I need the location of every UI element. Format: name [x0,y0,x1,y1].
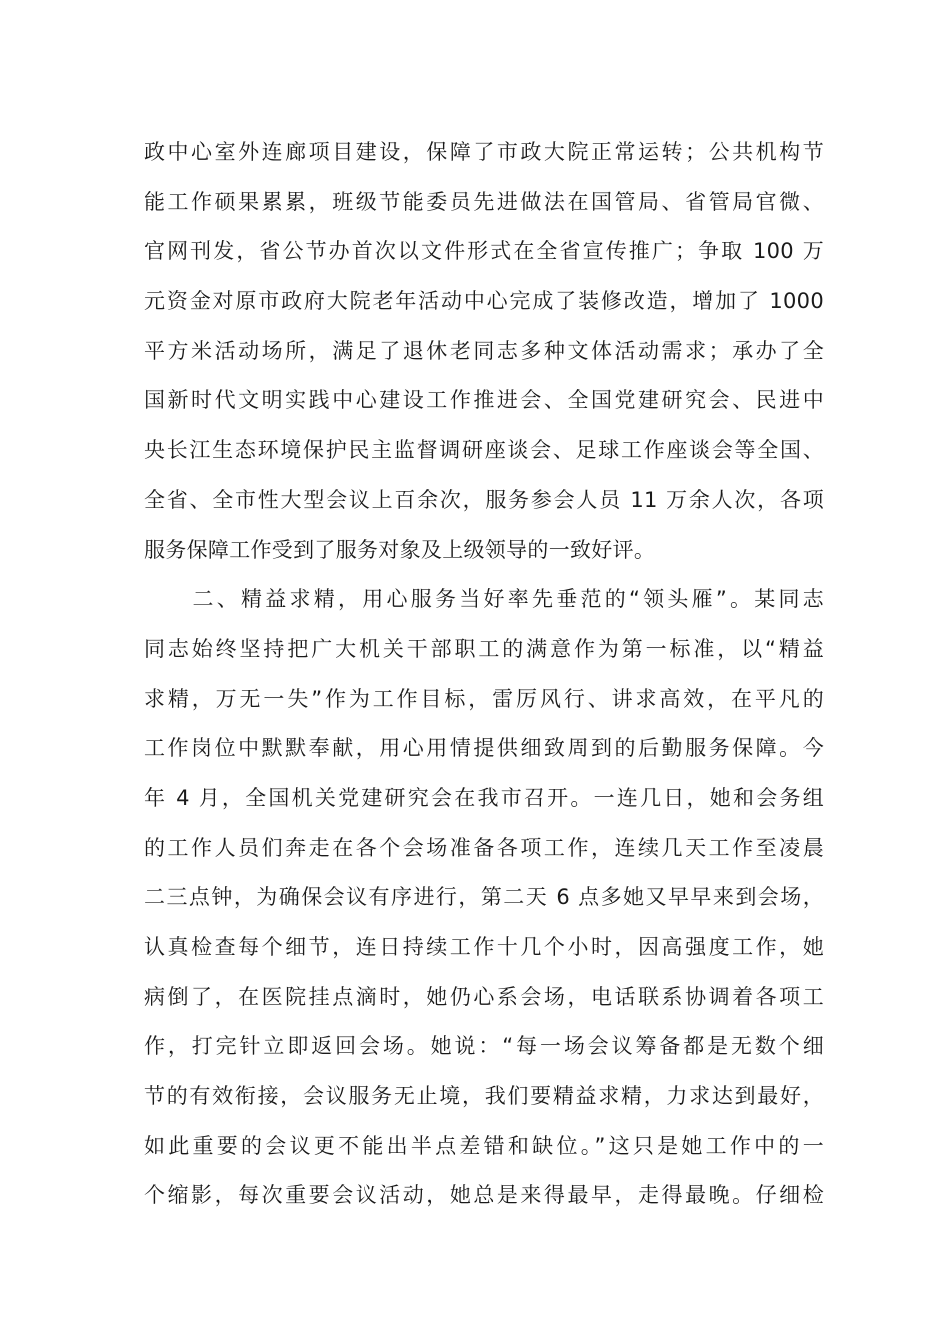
body-text [144,128,824,1221]
text-line: 同志始终坚持把广大机关干部职工的满意作为第一标准，以“精益 [144,636,824,661]
text-line: 政中心室外连廊项目建设，保障了市政大院正常运转；公共机构节 [144,140,824,164]
text-line: 平方米活动场所，满足了退休老同志多种文体活动需求；承办了全 [144,338,824,363]
text-line: 年 4 月，全国机关党建研究会在我市召开。一连几日，她和会务组 [144,785,824,810]
text-line: 央长江生态环境保护民主监督调研座谈会、足球工作座谈会等全国、 [144,438,824,463]
text-line: 病倒了，在医院挂点滴时，她仍心系会场，电话联系协调着各项工 [144,984,824,1009]
text-line: 官网刊发，省公节办首次以文件形式在全省宣传推广；争取 100 万 [144,239,824,264]
text-line: 求精，万无一失”作为工作目标，雷厉风行、讲求高效，在平凡的 [144,686,824,711]
text-line: 国新时代文明实践中心建设工作推进会、全国党建研究会、民进中 [144,388,824,413]
section-heading-line: 二、精益求精，用心服务当好率先垂范的“领头雁”。某同志 [144,587,824,612]
paragraph-end-line: 服务保障工作受到了服务对象及上级领导的一致好评。 [144,537,656,562]
text-line: 节的有效衔接，会议服务无止境，我们要精益求精，力求达到最好， [144,1084,824,1109]
text-line: 的工作人员们奔走在各个会场准备各项工作，连续几天工作至凌晨 [144,835,824,860]
text-line: 能工作硕果累累，班级节能委员先进做法在国管局、省管局官微、 [144,189,824,214]
text-line: 工作岗位中默默奉献，用心用情提供细致周到的后勤服务保障。今 [144,736,824,761]
text-line: 如此重要的会议更不能出半点差错和缺位。”这只是她工作中的一 [144,1133,824,1158]
text-line: 二三点钟，为确保会议有序进行，第二天 6 点多她又早早来到会场， [144,885,824,910]
text-line: 元资金对原市政府大院老年活动中心完成了装修改造，增加了 1000 [144,289,824,314]
text-line: 个缩影，每次重要会议活动，她总是来得最早，走得最晚。仔细检 [144,1183,824,1208]
text-line: 认真检查每个细节，连日持续工作十几个小时，因高强度工作，她 [144,935,824,959]
text-line: 全省、全市性大型会议上百余次，服务参会人员 11 万余人次，各项 [144,487,824,512]
text-line: 作，打完针立即返回会场。她说：“每一场会议筹备都是无数个细 [144,1034,824,1059]
